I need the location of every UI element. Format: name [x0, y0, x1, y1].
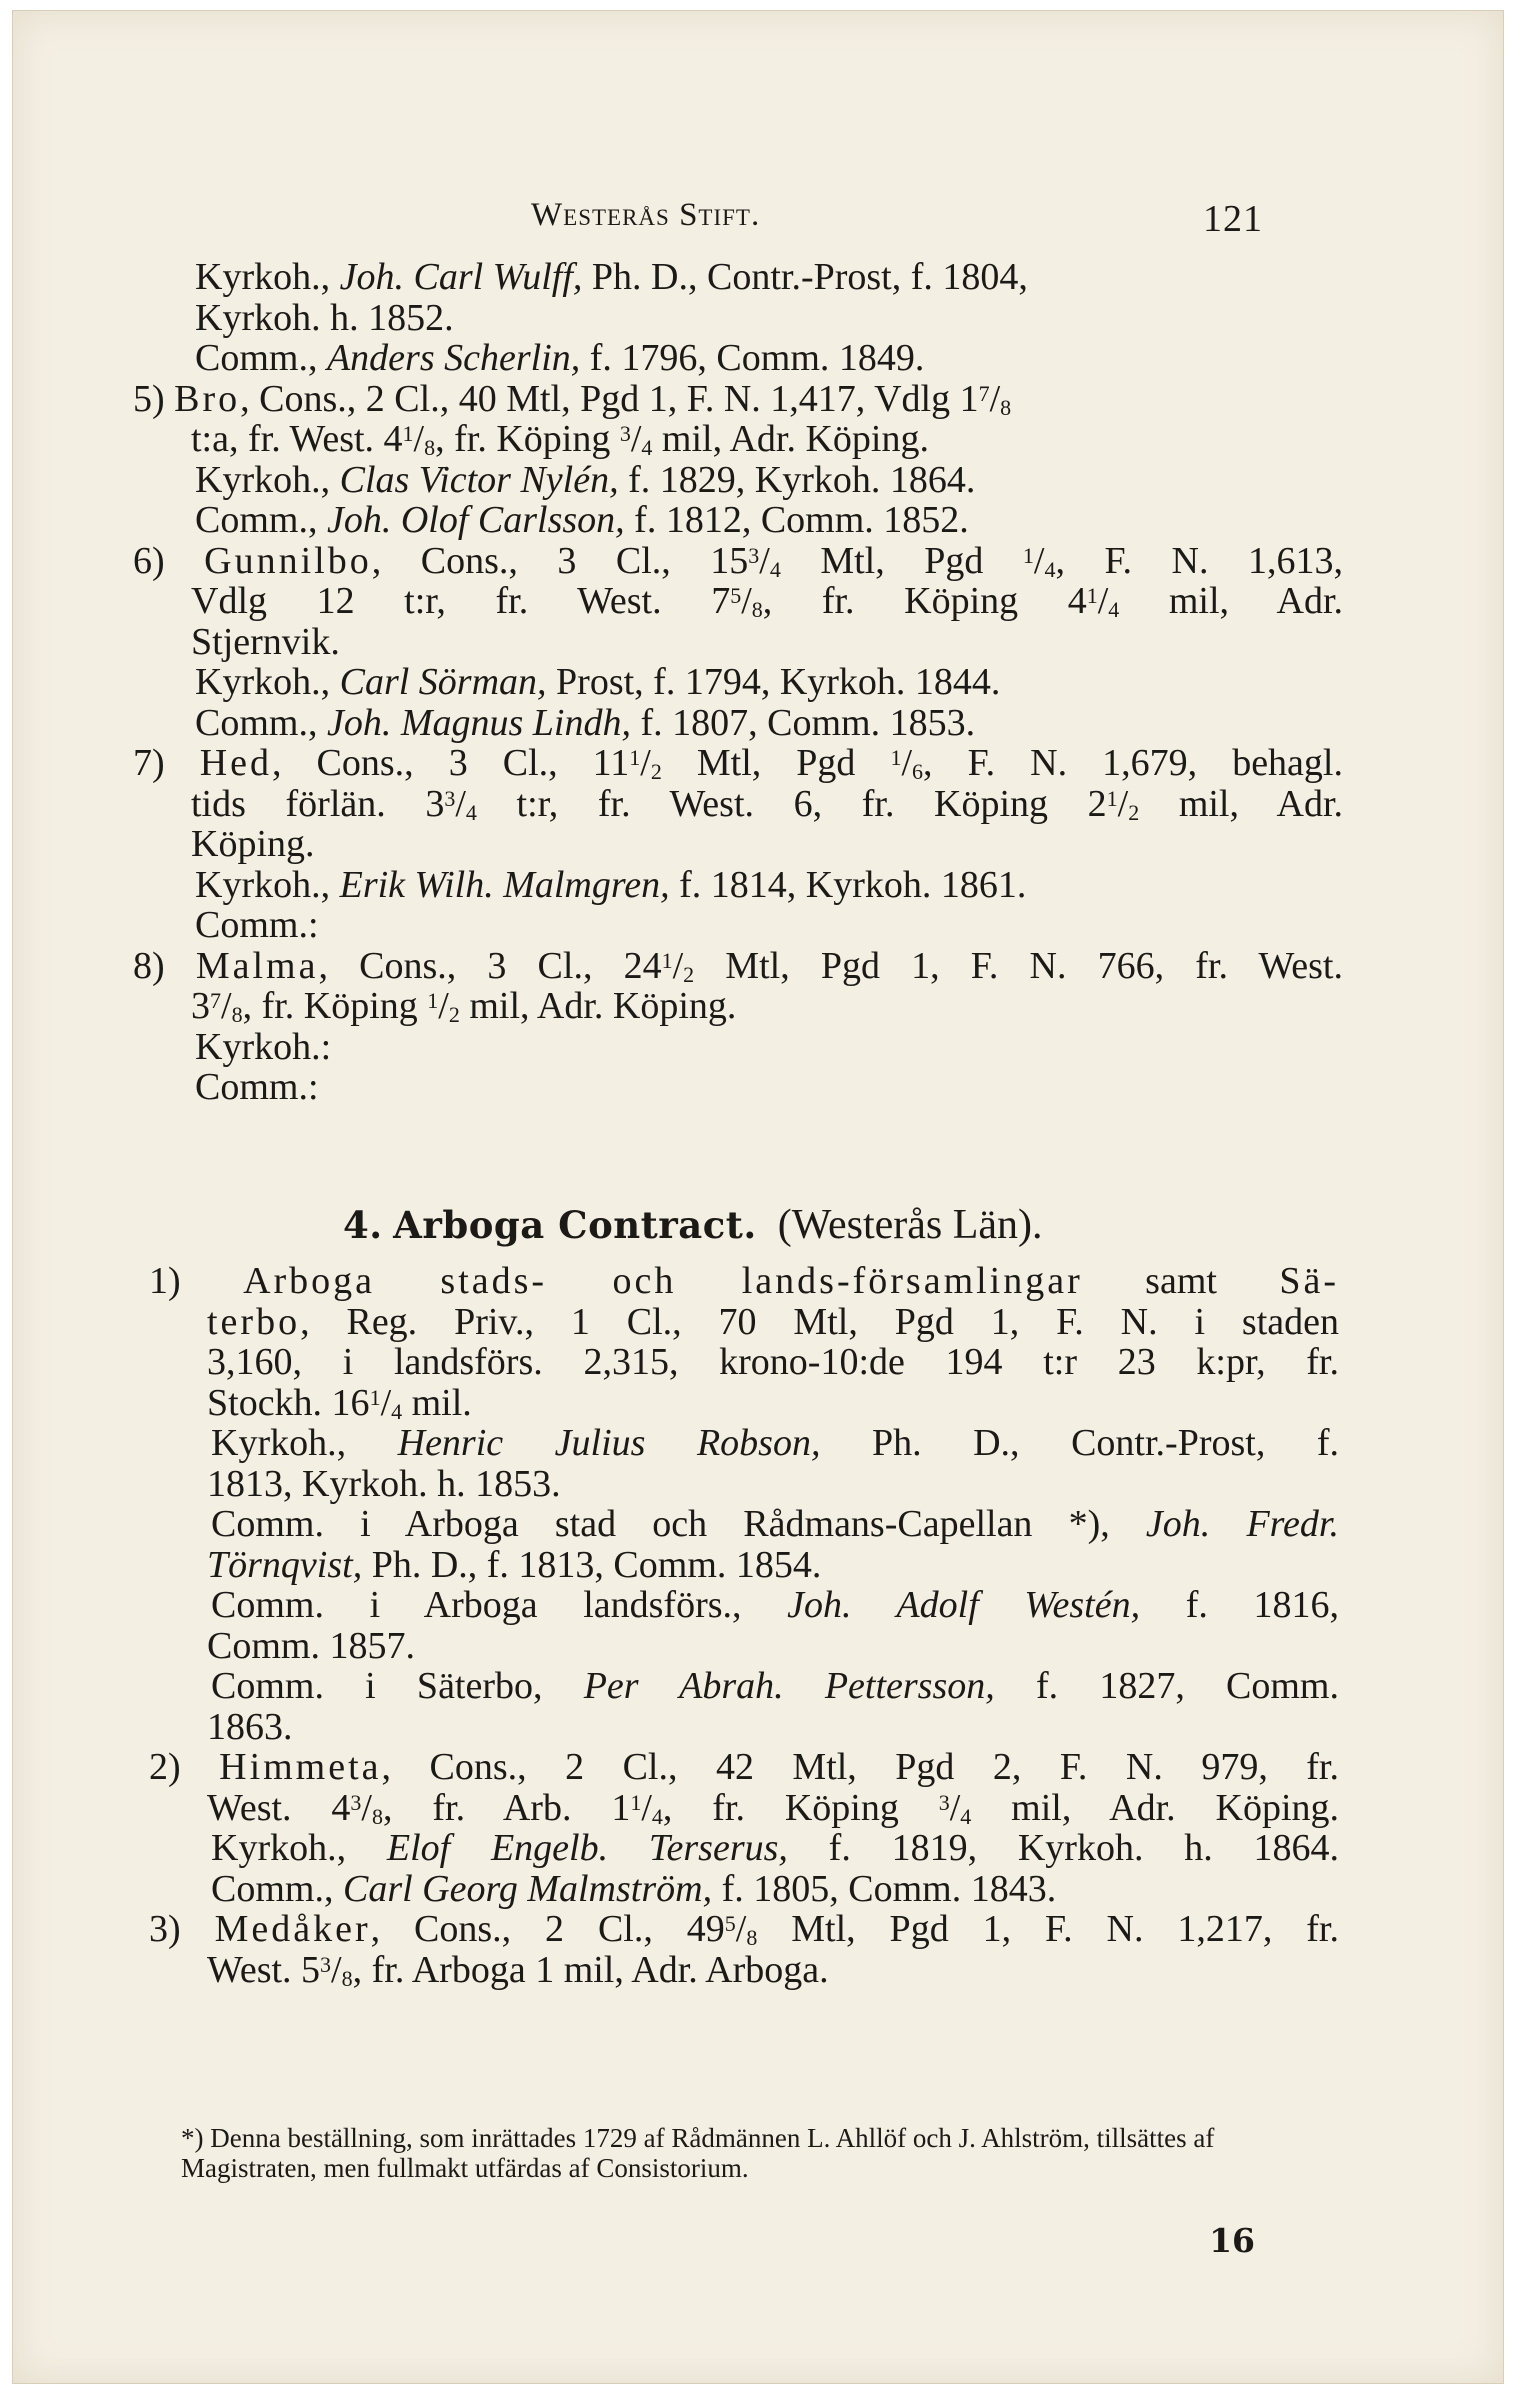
text-line: tids förlän. $3^3/_4$ t:r, fr. West. 6, fr. Köping $2^1/_2$ mil, Adr. — [191, 782, 1343, 825]
text-line: Törnqvist, Ph. D., f. 1813, Comm. 1854. — [207, 1543, 822, 1586]
text-line: 5) Bro, Cons., 2 Cl., 40 Mtl, Pgd 1, F. N. 1,417, Vdlg $1^7/_8$ — [133, 377, 1012, 420]
text-line: Comm., Joh. Olof Carlsson, f. 1812, Comm. 1852. — [195, 499, 969, 541]
text-line: t:a, fr. West. $4^1/_8$, fr. Köping $^3/_4$ mil, Adr. Köping. — [191, 418, 929, 460]
text-line: Kyrkoh., Erik Wilh. Malmgren, f. 1814, Kyrkoh. 1861. — [195, 863, 1027, 906]
text-line: Kyrkoh., Clas Victor Nylén, f. 1829, Kyrkoh. 1864. — [195, 458, 976, 501]
parish-list-arboga — [149, 1261, 1339, 1990]
text-line: Comm. 1857. — [207, 1624, 415, 1667]
text-line: 8) Malma, Cons., 3 Cl., $24^1/_2$ Mtl, Pgd 1, F. N. 766, fr. West. — [133, 944, 1343, 987]
page-number: 121 — [1203, 198, 1263, 240]
text-line: Comm., Anders Scherlin, f. 1796, Comm. 1849. — [195, 337, 925, 379]
text-line: Comm., Joh. Magnus Lindh, f. 1807, Comm. 1853. — [195, 701, 976, 744]
footnote: *) Denna beställning, som inrättades 1729 af Rådmännen L. Ahllöf och J. Ahlström, tillsättes af Magistraten, men fullmakt utfärdas af Consistorium. — [181, 2123, 1215, 2183]
text-line: Comm. i Arboga stad och Rådmans-Capellan *), Joh. Fredr. — [211, 1503, 1339, 1545]
section-heading — [343, 1201, 1043, 1249]
text-line: Comm. i Arboga landsförs., Joh. Adolf Westén, f. 1816, — [211, 1584, 1339, 1626]
text-line: Köping. — [191, 823, 315, 865]
book-page — [12, 10, 1504, 2384]
text-line: 7) Hed, Cons., 3 Cl., $11^1/_2$ Mtl, Pgd $^1/_6$, F. N. 1,679, behagl. — [133, 742, 1343, 784]
text-line: West. $5^3/_8$, fr. Arboga 1 mil, Adr. Arboga. — [207, 1948, 829, 1991]
text-line: West. $4^3/_8$, fr. Arb. $1^1/_4$, fr. Köping $^3/_4$ mil, Adr. Köping. — [207, 1786, 1339, 1829]
text-line: Comm.: — [195, 1066, 319, 1108]
text-line: Stockh. $16^1/_4$ mil. — [207, 1381, 472, 1424]
text-line: 3,160, i landsförs. 2,315, krono-10:de 194 t:r 23 k:pr, fr. — [207, 1341, 1339, 1383]
text-line: Stjernvik. — [191, 620, 340, 663]
text-line: Kyrkoh., Elof Engelb. Terserus, f. 1819, Kyrkoh. h. 1864. — [211, 1827, 1339, 1869]
text-line: Comm., Carl Georg Malmström, f. 1805, Comm. 1843. — [211, 1867, 1057, 1910]
text-line: 1) Arboga stads- och lands-församlingar samt Sä- — [149, 1260, 1339, 1302]
text-line: 2) Himmeta, Cons., 2 Cl., 42 Mtl, Pgd 2, F. N. 979, fr. — [149, 1746, 1339, 1788]
parish-list-westeras — [133, 257, 1343, 1108]
section-title: Arboga Contract. — [393, 1203, 757, 1247]
text-line: Kyrkoh., Joh. Carl Wulff, Ph. D., Contr.-Prost, f. 1804, — [195, 256, 1028, 298]
text-line: Kyrkoh.: — [195, 1025, 332, 1068]
section-number: 4. — [343, 1203, 383, 1247]
text-line: Kyrkoh., Henric Julius Robson, Ph. D., Contr.-Prost, f. — [211, 1422, 1339, 1464]
text-line: Kyrkoh., Carl Sörman, Prost, f. 1794, Kyrkoh. 1844. — [195, 661, 1001, 703]
text-line: Kyrkoh. h. 1852. — [195, 296, 454, 339]
text-line: 6) Gunnilbo, Cons., 3 Cl., $15^3/_4$ Mtl, Pgd $^1/_4$, F. N. 1,613, — [133, 539, 1343, 582]
text-line: Comm. i Säterbo, Per Abrah. Pettersson, f. 1827, Comm. — [211, 1665, 1339, 1707]
printer-signature: 16 — [1209, 2221, 1255, 2260]
text-line: Comm.: — [195, 904, 319, 946]
text-line: terbo, Reg. Priv., 1 Cl., 70 Mtl, Pgd 1, F. N. i staden — [207, 1300, 1339, 1343]
running-header — [531, 197, 1263, 247]
text-line: Vdlg 12 t:r, fr. West. $7^5/_8$, fr. Köping $4^1/_4$ mil, Adr. — [191, 580, 1344, 622]
header-title: Westerås Stift. — [531, 197, 761, 233]
text-line: 1813, Kyrkoh. h. 1853. — [207, 1462, 561, 1505]
text-line: $3^7/_8$, fr. Köping $^1/_2$ mil, Adr. Köping. — [191, 985, 737, 1027]
section-subtitle: (Westerås Län). — [777, 1202, 1043, 1248]
text-line: 1863. — [207, 1705, 293, 1748]
text-line: 3) Medåker, Cons., 2 Cl., $49^5/_8$ Mtl, Pgd 1, F. N. 1,217, fr. — [149, 1908, 1339, 1950]
